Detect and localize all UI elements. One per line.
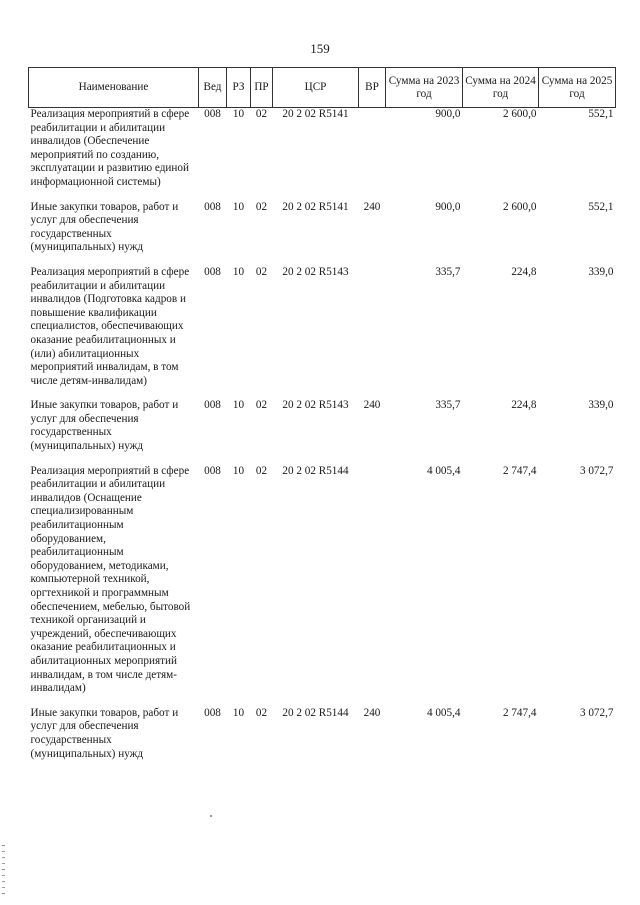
row-ved: 008: [204, 200, 221, 213]
table-row: [29, 108, 616, 201]
row-sum-2023: 900,0: [435, 108, 461, 120]
row-pr: 02: [255, 464, 268, 477]
row-rz: 10: [232, 399, 245, 412]
budget-table: [28, 67, 616, 772]
row-rz: 10: [232, 265, 245, 278]
row-name: Иные закупки товаров, работ и услуг для обеспечения государственных (муниципальных) нужд: [30, 706, 179, 760]
row-pr: 02: [255, 399, 268, 412]
row-ved: 008: [204, 399, 221, 412]
header-rz: РЗ: [227, 68, 251, 108]
row-rz: 10: [232, 464, 245, 477]
row-sum-2025: 339,0: [588, 399, 614, 412]
table-row: [29, 201, 616, 266]
row-vr: 240: [363, 200, 381, 213]
header-ved: Вед: [199, 68, 227, 108]
row-sum-2024: 2 747,4: [502, 464, 537, 477]
row-pr: 02: [255, 706, 268, 719]
row-sum-2024: 2 600,0: [502, 108, 537, 120]
row-vr: [359, 465, 386, 707]
row-sum-2025: 3 072,7: [579, 706, 614, 719]
row-name: Иные закупки товаров, работ и услуг для обеспечения государственных (муниципальных) нужд: [30, 399, 179, 453]
row-vr: [359, 266, 386, 399]
row-sum-2024: 224,8: [511, 265, 537, 278]
row-name: Реализация мероприятий в сфере реабилитации и абилитации инвалидов (Оснащение специализированным реабилитационным оборудованием, реабилитационным оборудованием, методиками, компьютерной техникой, оргтехникой и программным обеспечением, мебелью, бытовой техникой организаций и учреждений, обеспечивающих оказание реабилитационных и абилитационных мероприятий инвалидам, в том числе детям-инвалидам): [30, 464, 191, 695]
row-rz: 10: [232, 108, 245, 120]
row-name: Реализация мероприятий в сфере реабилитации и абилитации инвалидов (Обеспечение мероприятий по созданию, эксплуатации и развитию единой информационной системы): [30, 108, 190, 188]
header-sum-2025: Сумма на 2025 год: [539, 68, 616, 108]
page-number: 159: [310, 41, 330, 56]
row-sum-2023: 4 005,4: [426, 464, 461, 477]
row-csr: 20 2 02 R5141: [282, 200, 349, 213]
row-sum-2025: 552,1: [588, 200, 614, 213]
table-header-row: [29, 68, 616, 108]
header-pr: ПР: [251, 68, 273, 108]
row-csr: 20 2 02 R5141: [282, 108, 349, 120]
row-vr: [359, 108, 386, 201]
row-rz: 10: [232, 706, 245, 719]
row-sum-2023: 335,7: [435, 399, 461, 412]
row-sum-2025: 552,1: [588, 108, 614, 120]
row-vr: 240: [363, 706, 381, 719]
header-name: Наименование: [29, 68, 199, 108]
header-sum-2024: Сумма на 2024 год: [463, 68, 539, 108]
row-pr: 02: [255, 200, 268, 213]
row-name: Иные закупки товаров, работ и услуг для обеспечения государственных (муниципальных) нужд: [30, 200, 179, 254]
header-vr: ВР: [359, 68, 386, 108]
table-row: [29, 399, 616, 464]
row-sum-2023: 4 005,4: [426, 706, 461, 719]
header-csr: ЦСР: [273, 68, 359, 108]
table-row: [29, 266, 616, 399]
row-sum-2025: 3 072,7: [579, 464, 614, 477]
row-rz: 10: [232, 200, 245, 213]
row-ved: 008: [204, 265, 221, 278]
row-sum-2024: 2 600,0: [502, 200, 537, 213]
row-csr: 20 2 02 R5144: [282, 464, 349, 477]
row-sum-2023: 900,0: [435, 200, 461, 213]
row-sum-2024: 2 747,4: [502, 706, 537, 719]
scan-speck: [210, 815, 212, 817]
row-sum-2025: 339,0: [588, 265, 614, 278]
row-pr: 02: [255, 108, 268, 120]
row-csr: 20 2 02 R5143: [282, 265, 349, 278]
row-ved: 008: [204, 706, 221, 719]
row-sum-2023: 335,7: [435, 265, 461, 278]
row-csr: 20 2 02 R5144: [282, 706, 349, 719]
row-csr: 20 2 02 R5143: [282, 399, 349, 412]
header-sum-2023: Сумма на 2023 год: [386, 68, 463, 108]
row-vr: 240: [363, 399, 381, 412]
row-sum-2024: 224,8: [511, 399, 537, 412]
row-ved: 008: [204, 464, 221, 477]
table-row: [29, 465, 616, 707]
scan-margin-mark: [2, 845, 5, 895]
row-name: Реализация мероприятий в сфере реабилитации и абилитации инвалидов (Подготовка кадров и повышение квалификации специалистов, обеспечивающих оказание реабилитационных и (или) абилитационных мероприятий инвалидам, в том числе детям-инвалидам): [30, 265, 190, 387]
table-row: [29, 707, 616, 772]
row-pr: 02: [255, 265, 268, 278]
row-ved: 008: [204, 108, 221, 120]
